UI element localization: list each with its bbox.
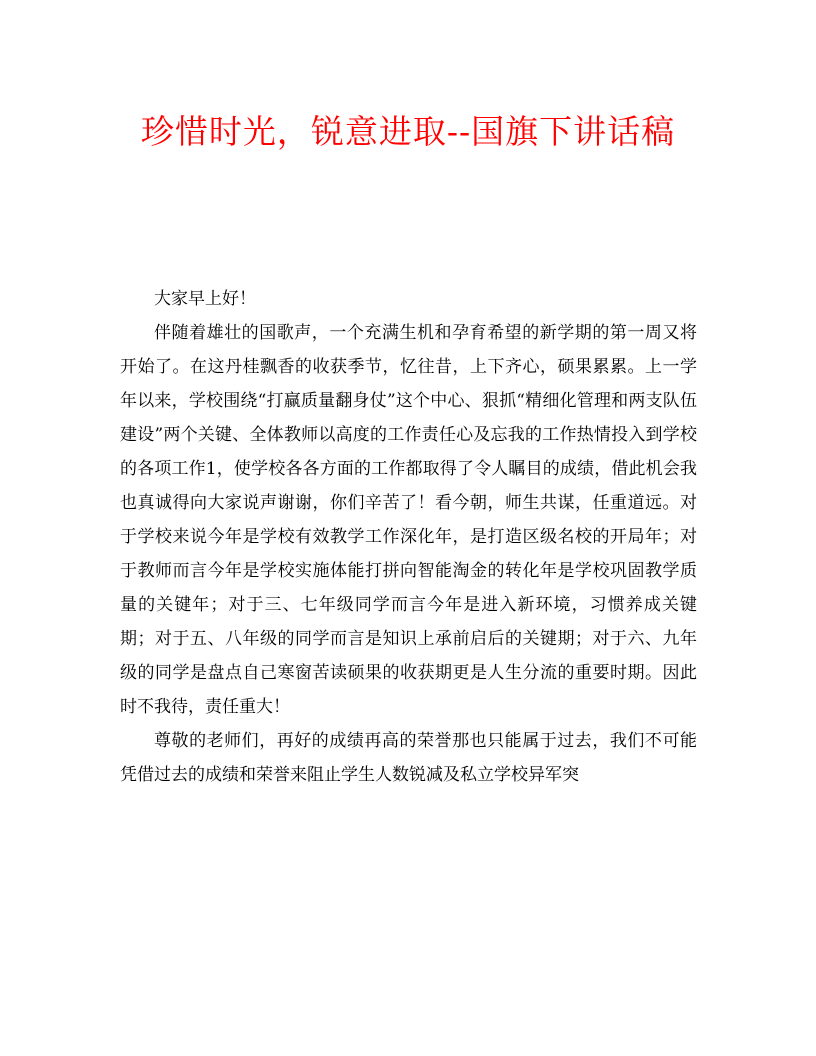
document-title: 珍惜时光，锐意进取--国旗下讲话稿 bbox=[140, 112, 676, 151]
body-paragraph: 伴随着雄壮的国歌声，一个充满生机和孕育希望的新学期的第一周又将开始了。在这丹桂飘香的收获季节，忆往昔，上下齐心，硕果累累。上一学年以来，学校围绕“打赢质量翻身仗”这个中心、狠抓“精细化管理和两支队伍建设”两个关键、全体教师以高度的工作责任心及忘我的工作热情投入到学校的各项工作1，使学校各各方面的工作都取得了令人瞩目的成绩，借此机会我也真诚得向大家说声谢谢，你们辛苦了！看今朝，师生共谋，任重道远。对于学校来说今年是学校有效教学工作深化年，是打造区级名校的开局年；对于教师而言今年是学校实施体能打拼向智能淘金的转化年是学校巩固教学质量的关键年；对于三、七年级同学而言今年是进入新环境，习惯养成关键期；对于五、八年级的同学而言是知识上承前启后的关键期；对于六、九年级的同学是盘点自己寒窗苦读硕果的收获期更是人生分流的重要时期。因此时不我待，责任重大！ bbox=[120, 323, 697, 717]
document-body bbox=[120, 282, 697, 792]
body-paragraph: 尊敬的老师们，再好的成绩再高的荣誉那也只能属于过去，我们不可能凭借过去的成绩和荣誉来阻止学生人数锐减及私立学校异军突 bbox=[120, 731, 697, 785]
greeting-paragraph: 大家早上好！ bbox=[154, 289, 256, 309]
